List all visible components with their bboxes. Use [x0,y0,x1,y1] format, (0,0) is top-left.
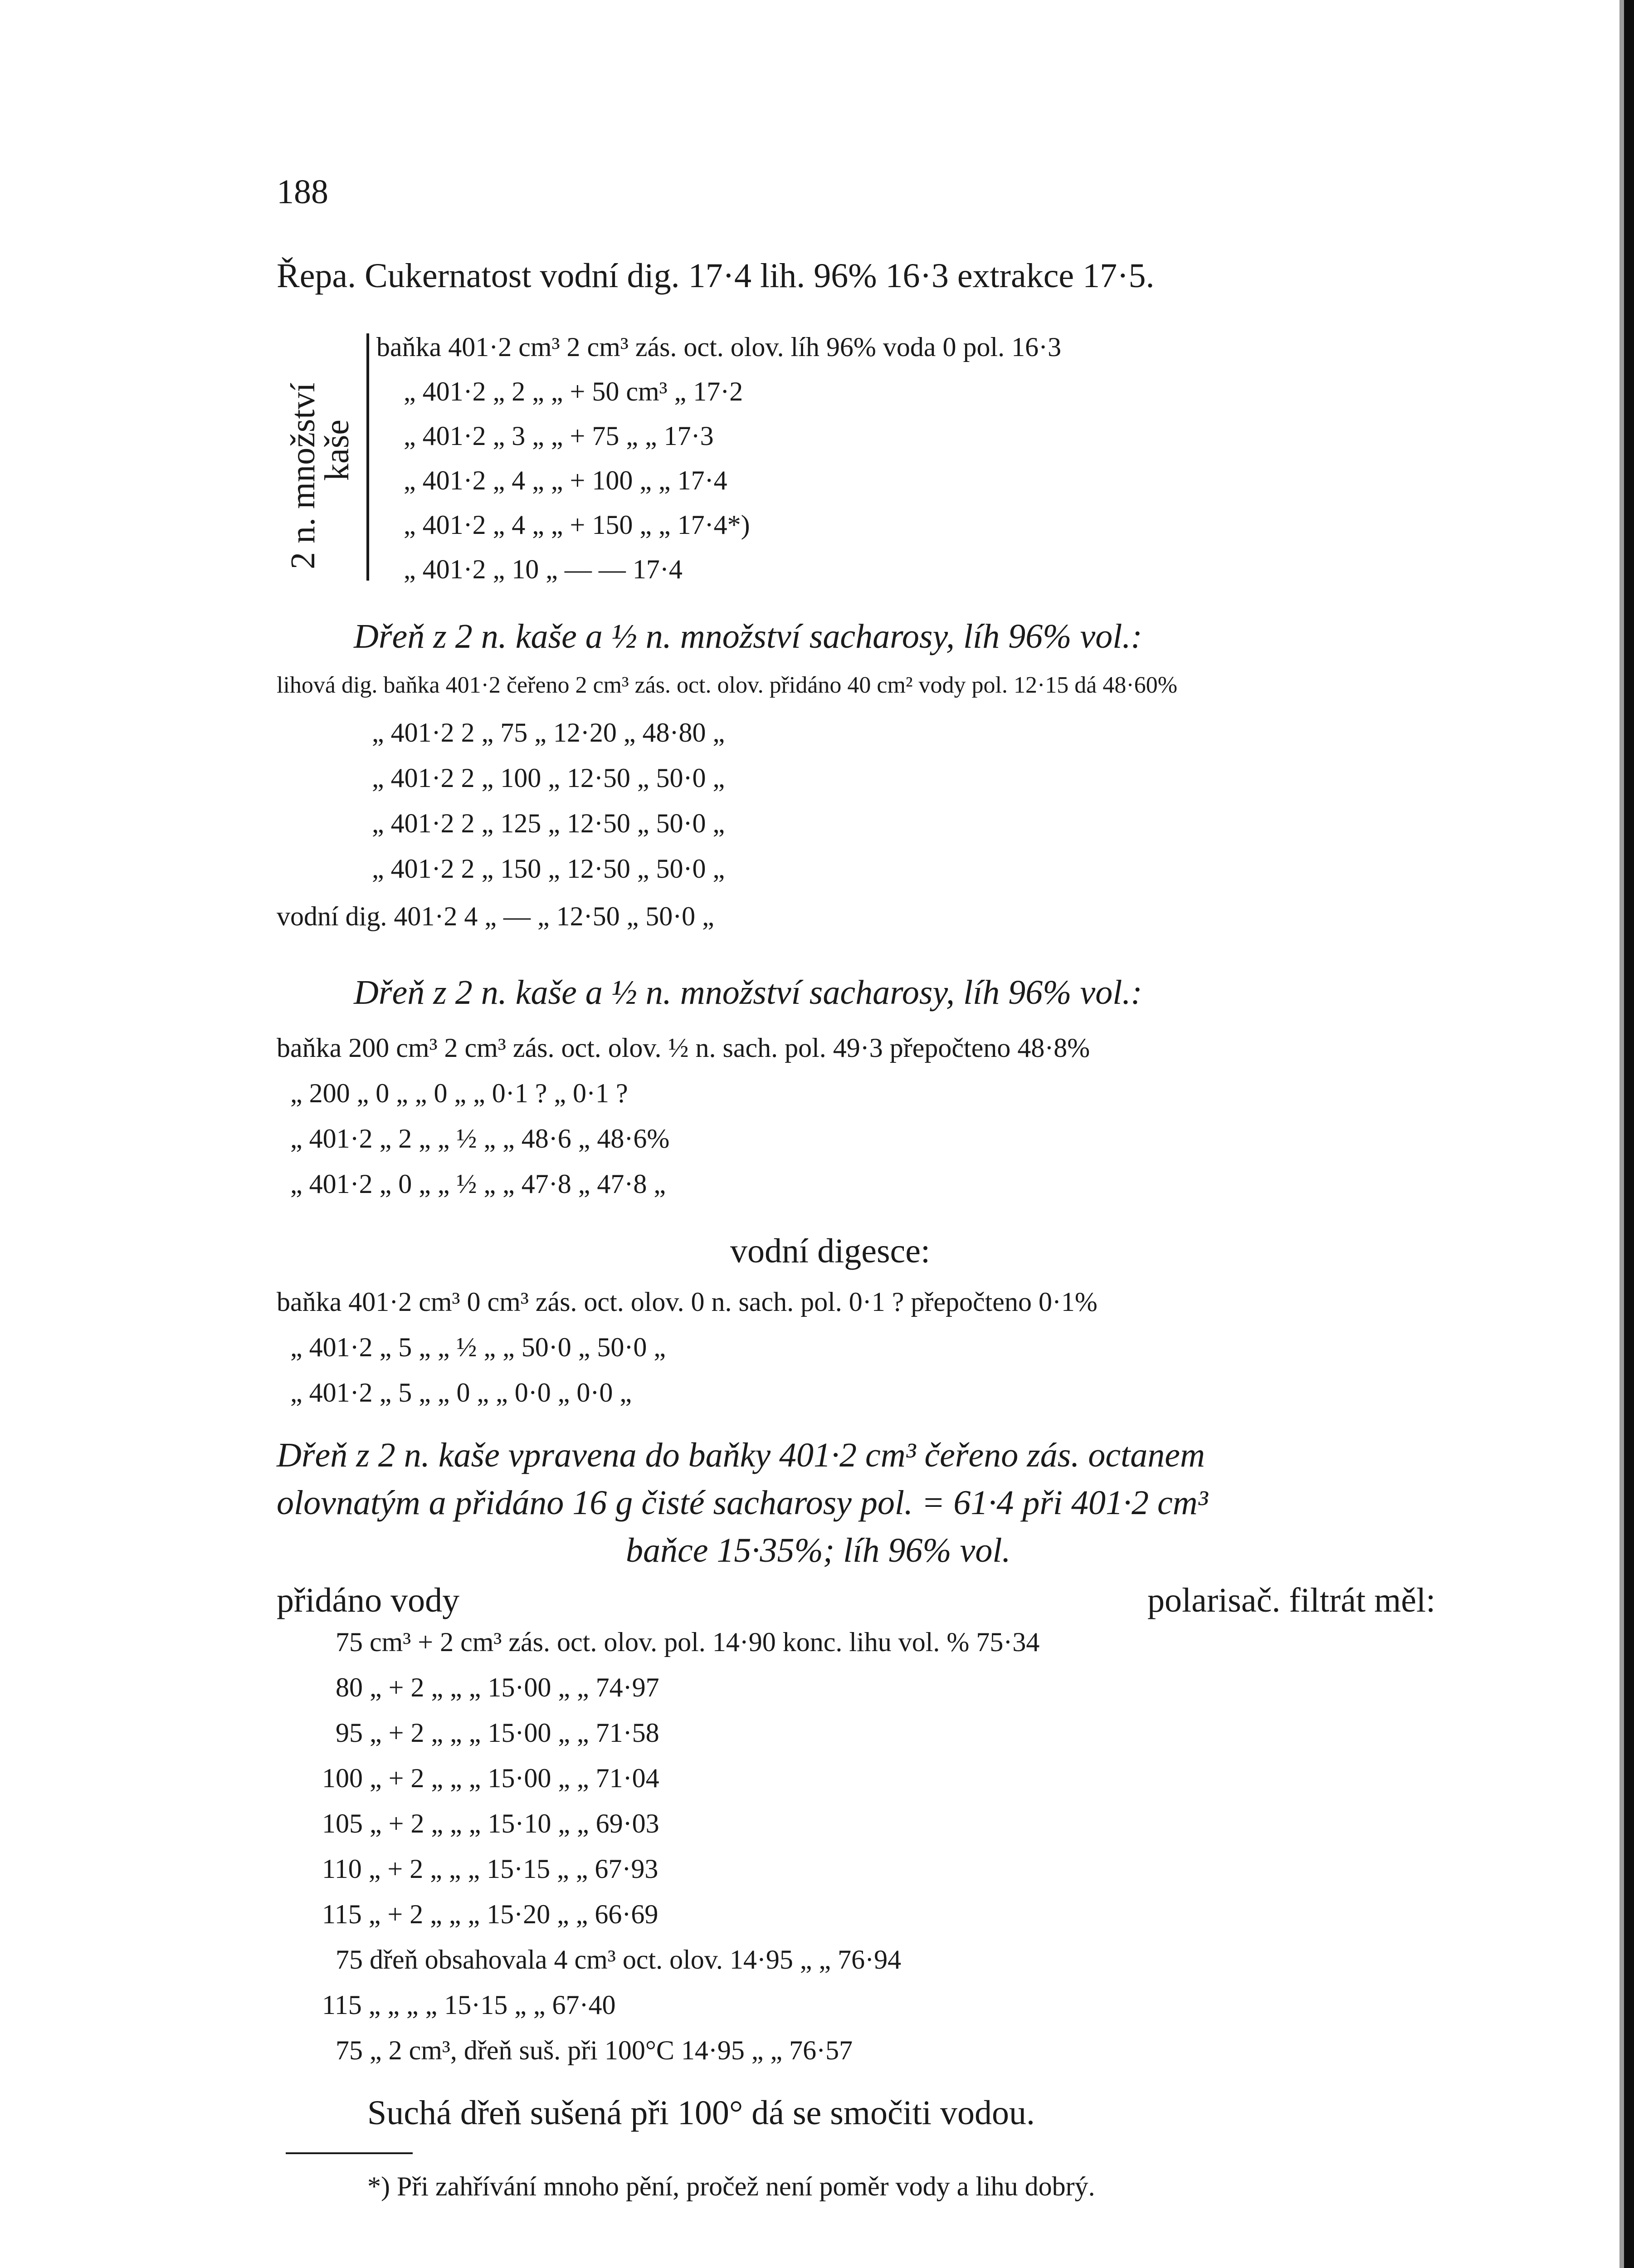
s4-row: 115 „ + 2 „ „ „ 15·20 „ „ 66·69 [322,1899,658,1929]
s3-row: „ 401·2 „ 0 „ „ ½ „ „ 47·8 „ 47·8 „ [290,1169,666,1199]
page-number: 188 [277,173,328,211]
s4-row: 115 „ „ „ „ 15·15 „ „ 67·40 [322,1990,616,2020]
s1-row: „ 401·2 „ 4 „ „ + 100 „ „ 17·4 [404,465,727,495]
scan-edge-gray [1619,0,1624,2268]
s2-row: „ 401·2 2 „ 75 „ 12·20 „ 48·80 „ [372,718,725,748]
s3-row: „ 200 „ 0 „ „ 0 „ „ 0·1 ? „ 0·1 ? [290,1078,628,1108]
s4-row: 75 „ 2 cm³, dřeň suš. při 100°C 14·95 „ „ 76·57 [336,2035,853,2065]
footnote: *) Při zahřívání mnoho pění, pročež není poměr vody a lihu dobrý. [367,2171,1095,2201]
s1-row: „ 401·2 „ 10 „ — — 17·4 [404,554,683,584]
side-label-2: kaše [318,419,356,481]
s4-row: 105 „ + 2 „ „ „ 15·10 „ „ 69·03 [322,1809,659,1838]
s3-row2: „ 401·2 „ 5 „ „ 0 „ „ 0·0 „ 0·0 „ [290,1378,632,1408]
s3-row2: baňka 401·2 cm³ 0 cm³ zás. oct. olov. 0 n. sach. pol. 0·1 ? přepočteno 0·1% [277,1287,1097,1317]
side-label: 2 n. množství [284,382,322,569]
footnote-divider [286,2152,413,2154]
s1-row: „ 401·2 „ 4 „ „ + 150 „ „ 17·4*) [404,510,750,540]
s4-col-right: polarisač. filtrát měl: [1147,1581,1436,1619]
s4-title-line: baňce 15·35%; líh 96% vol. [626,1531,1011,1569]
s2-row: „ 401·2 2 „ 125 „ 12·50 „ 50·0 „ [372,808,725,838]
s2-row: vodní dig. 401·2 4 „ — „ 12·50 „ 50·0 „ [277,901,714,931]
s4-row: 75 dřeň obsahovala 4 cm³ oct. olov. 14·95 „ „ 76·94 [336,1945,902,1975]
s3-subheading: vodní digesce: [730,1232,931,1270]
heading: Řepa. Cukernatost vodní dig. 17·4 lih. 96% 16·3 extrakce 17·5. [277,257,1155,295]
s4-title-line: Dřeň z 2 n. kaše vpravena do baňky 401·2 cm³ čeřeno zás. octanem [277,1436,1205,1474]
s4-row: 110 „ + 2 „ „ „ 15·15 „ „ 67·93 [322,1854,658,1884]
s3-row: „ 401·2 „ 2 „ „ ½ „ „ 48·6 „ 48·6% [290,1124,670,1154]
scan-edge-dark [1624,0,1634,2268]
s4-row: 100 „ + 2 „ „ „ 15·00 „ „ 71·04 [322,1763,659,1793]
s3-title: Dřeň z 2 n. kaše a ½ n. množství sacharosy, líh 96% vol.: [354,973,1142,1012]
s2-row: lihová dig. baňka 401·2 čeřeno 2 cm³ zás. oct. olov. přidáno 40 cm² vody pol. 12·15 dá 48·60% [277,672,1178,698]
s1-row: „ 401·2 „ 3 „ „ + 75 „ „ 17·3 [404,421,714,451]
s3-row: baňka 200 cm³ 2 cm³ zás. oct. olov. ½ n. sach. pol. 49·3 přepočteno 48·8% [277,1033,1090,1063]
brace [366,333,369,581]
s4-col-left: přidáno vody [277,1581,460,1619]
s1-row: „ 401·2 „ 2 „ „ + 50 cm³ „ 17·2 [404,376,743,406]
s4-title-line: olovnatým a přidáno 16 g čisté sacharosy pol. = 61·4 při 401·2 cm³ [277,1484,1208,1522]
s4-row: 95 „ + 2 „ „ „ 15·00 „ „ 71·58 [336,1718,659,1748]
s3-row2: „ 401·2 „ 5 „ „ ½ „ „ 50·0 „ 50·0 „ [290,1332,666,1362]
s2-row: „ 401·2 2 „ 150 „ 12·50 „ 50·0 „ [372,854,725,884]
s2-row: „ 401·2 2 „ 100 „ 12·50 „ 50·0 „ [372,763,725,793]
s1-row: baňka 401·2 cm³ 2 cm³ zás. oct. olov. líh 96% voda 0 pol. 16·3 [376,332,1062,362]
s4-row: 80 „ + 2 „ „ „ 15·00 „ „ 74·97 [336,1672,659,1702]
s2-title: Dřeň z 2 n. kaše a ½ n. množství sacharosy, líh 96% vol.: [354,617,1142,655]
s4-row: 75 cm³ + 2 cm³ zás. oct. olov. pol. 14·90 konc. lihu vol. % 75·34 [336,1627,1040,1657]
s4-closing: Suchá dřeň sušená při 100° dá se smočiti vodou. [367,2094,1035,2132]
